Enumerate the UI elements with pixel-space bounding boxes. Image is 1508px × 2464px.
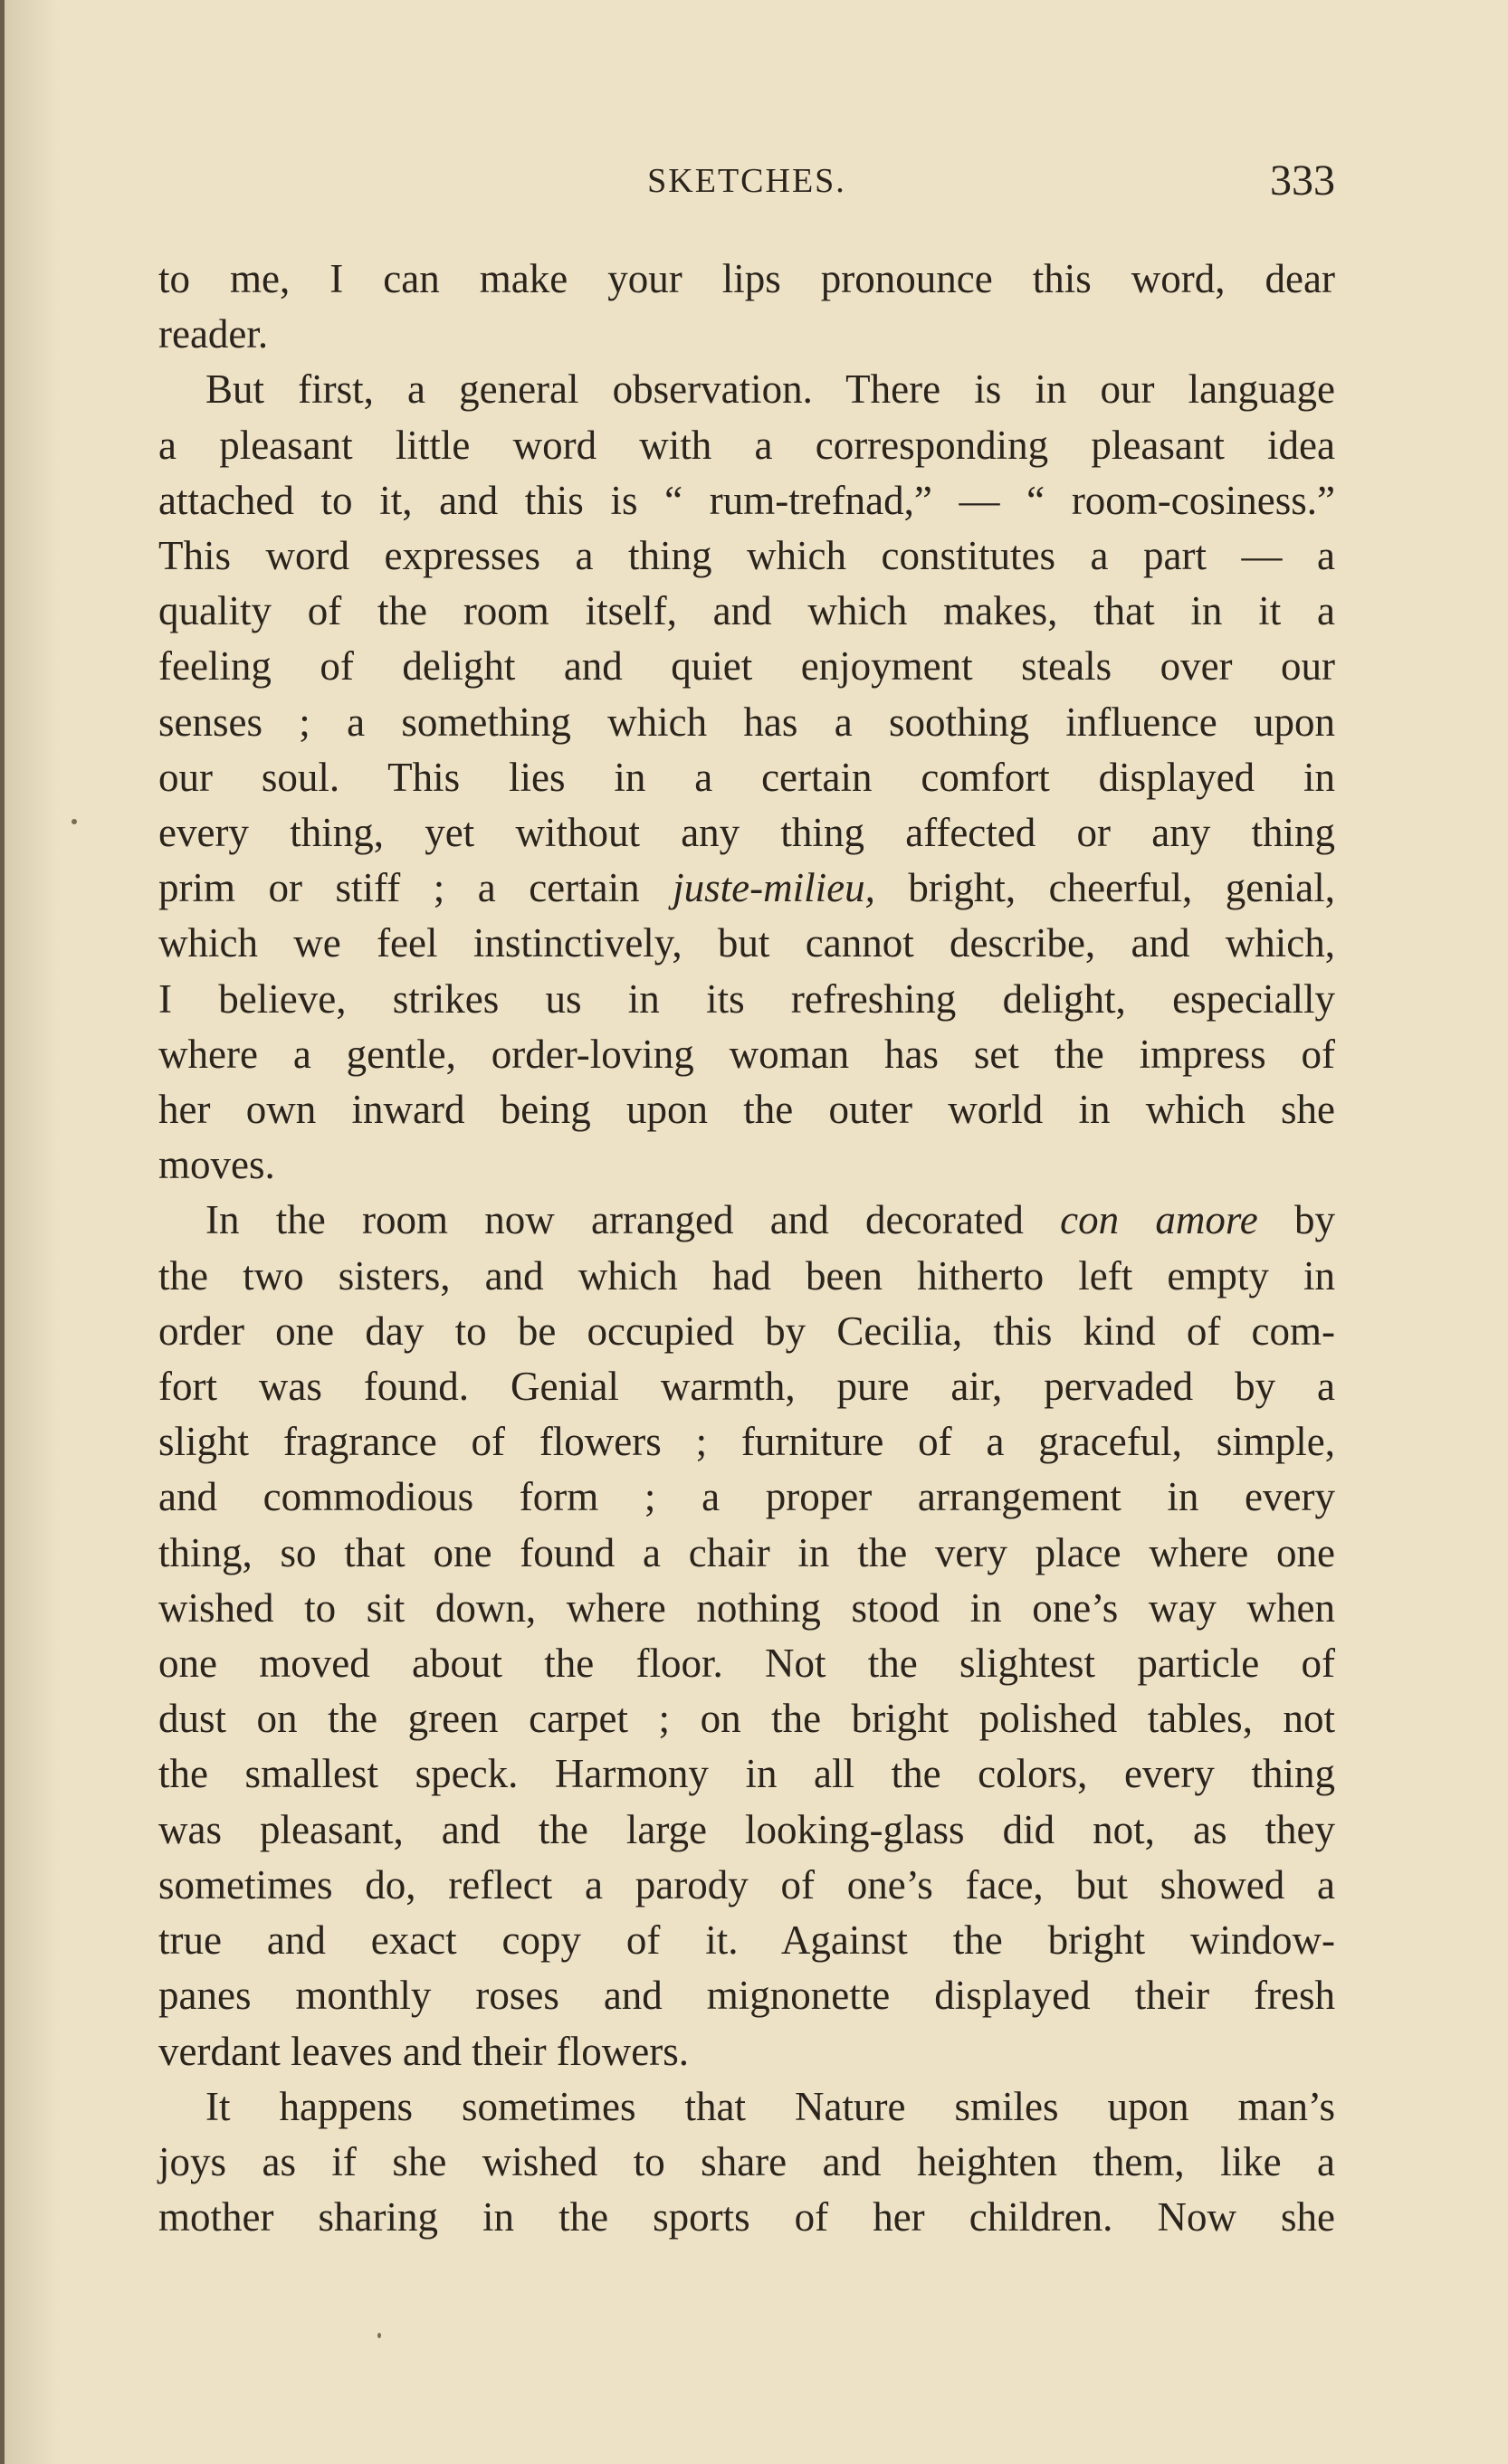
text-line: to me, I can make your lips pronounce this word, dear — [158, 256, 1335, 301]
text-line-with-italic — [158, 1193, 1335, 1248]
body-text — [158, 252, 1335, 2245]
text-line: the two sisters, and which had been hitherto left empty in — [158, 1252, 1335, 1299]
text-line: attached to it, and this is “ rum-trefnad,” — “ room-cosiness.” — [158, 477, 1335, 523]
paragraph-4 — [158, 2079, 1335, 2246]
paper-speck — [72, 819, 77, 824]
text-run: by — [1257, 1197, 1335, 1243]
text-run: prim or stiff ; a certain — [158, 865, 673, 911]
text-run: bright, cheerful, genial, — [874, 865, 1335, 911]
text-line: slight fragrance of flowers ; furniture of a graceful, simple, — [158, 1419, 1335, 1465]
text-line: This word expresses a thing which constitutes a part — a — [158, 533, 1335, 579]
text-line: reader. — [158, 311, 269, 357]
italic-phrase: juste-milieu, — [673, 865, 875, 911]
text-line-with-italic — [158, 861, 1335, 916]
text-line: feeling of delight and quiet enjoyment steals over our — [158, 643, 1335, 690]
text-line: fort was found. Genial warmth, pure air, pervaded by a — [158, 1364, 1335, 1410]
page-gutter-shadow — [5, 0, 59, 2464]
page-number: 333 — [1270, 157, 1335, 205]
paragraph-2 — [158, 362, 1335, 1193]
text-run: In the room now arranged and decorated — [205, 1197, 1061, 1243]
text-line: panes monthly roses and mignonette displayed their fresh — [158, 1973, 1335, 2019]
text-line: one moved about the floor. Not the slightest particle of — [158, 1641, 1335, 1687]
text-line: joys as if she wished to share and heighten them, like a — [158, 2138, 1335, 2184]
text-line: and commodious form ; a proper arrangement in every — [158, 1474, 1335, 1520]
paper-speck — [377, 2333, 381, 2338]
text-line: wished to sit down, where nothing stood in one’s way when — [158, 1584, 1335, 1631]
italic-phrase: con amore — [1060, 1197, 1258, 1243]
text-line: which we feel instinctively, but cannot describe, and which, — [158, 920, 1335, 966]
text-line: I believe, strikes us in its refreshing delight, especially — [158, 975, 1335, 1022]
text-line: sometimes do, reflect a parody of one’s face, but showed a — [158, 1861, 1335, 1907]
text-line: a pleasant little word with a corresponding pleasant idea — [158, 422, 1335, 468]
text-line: order one day to be occupied by Cecilia, this kind of com- — [158, 1308, 1335, 1354]
text-line: moves. — [158, 1142, 275, 1188]
text-line: the smallest speck. Harmony in all the colors, every thing — [158, 1751, 1335, 1797]
text-line: It happens sometimes that Nature smiles upon man’s — [205, 2083, 1335, 2129]
text-line: quality of the room itself, and which makes, that in it a — [158, 588, 1335, 634]
text-line: verdant leaves and their flowers. — [158, 2028, 690, 2074]
text-line: thing, so that one found a chair in the very place where one — [158, 1529, 1335, 1575]
running-head: SKETCHES. — [647, 162, 846, 200]
text-line: every thing, yet without any thing affected or any thing — [158, 810, 1335, 856]
page-header — [158, 154, 1335, 217]
text-line: where a gentle, order-loving woman has set the impress of — [158, 1031, 1335, 1077]
paragraph-3 — [158, 1193, 1335, 2079]
text-line: our soul. This lies in a certain comfort displayed in — [158, 754, 1335, 800]
text-line: dust on the green carpet ; on the bright polished tables, not — [158, 1696, 1335, 1742]
text-line: her own inward being upon the outer world in which she — [158, 1087, 1335, 1133]
text-line: was pleasant, and the large looking-glass did not, as they — [158, 1806, 1335, 1852]
text-line: true and exact copy of it. Against the bright window- — [158, 1917, 1335, 1964]
text-line: mother sharing in the sports of her children. Now she — [158, 2194, 1335, 2240]
paragraph-1 — [158, 252, 1335, 362]
text-line: But first, a general observation. There is in our language — [205, 366, 1335, 413]
text-line: senses ; a something which has a soothing influence upon — [158, 699, 1335, 745]
